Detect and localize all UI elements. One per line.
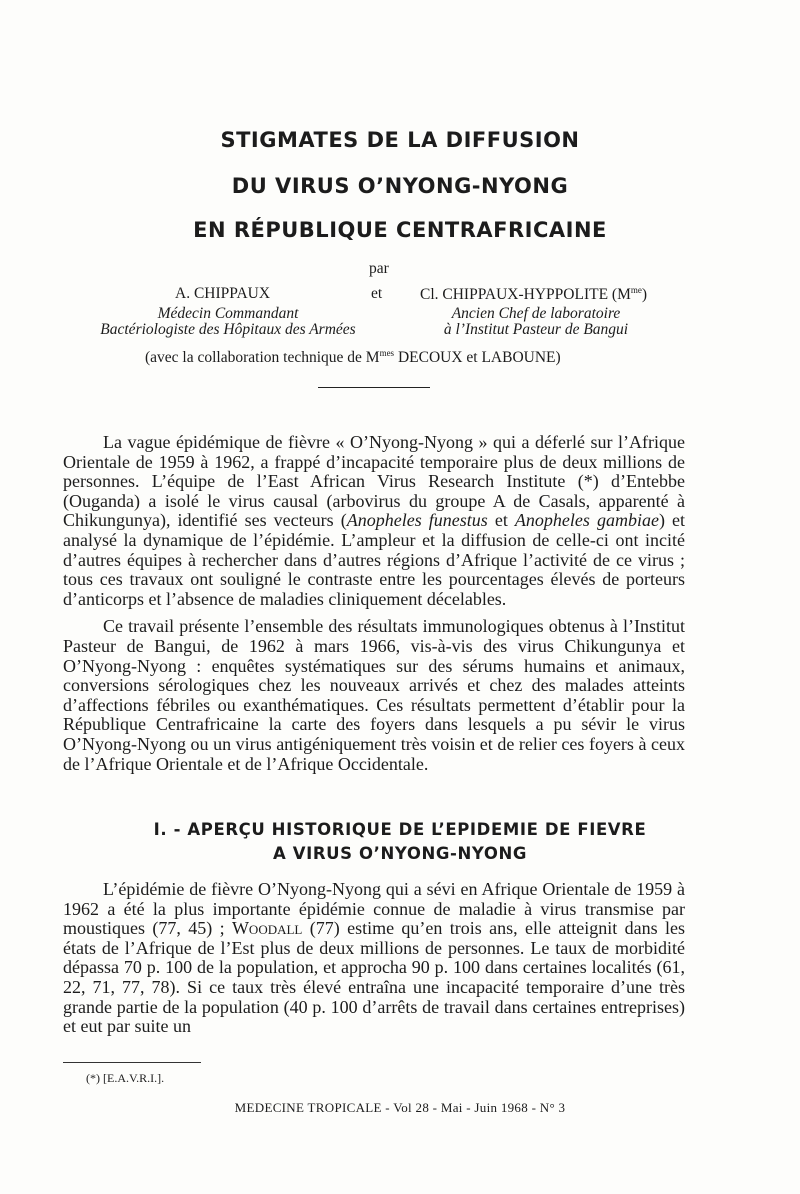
page-footer: MEDECINE TROPICALE - Vol 28 - Mai - Juin 1968 - N° 3 — [234, 1100, 566, 1115]
author-2-title-2: à l’Institut Pasteur de Bangui — [443, 321, 629, 338]
intro-text — [63, 433, 685, 774]
author-1-title-1: Médecin Commandant — [157, 305, 299, 322]
footnote: (*) [E.A.V.R.I.]. — [86, 1071, 165, 1085]
intro-paragraph-2: Ce travail présente l’ensemble des résultats immunologiques obtenus à l’Institut Pasteur de Bangui, de 1962 à mars 1966, vis-à-vis des virus Chikungunya et O’Nyong-Nyong : enquêtes systématiques sur des sérums humains et animaux, conversions sérologiques chez les nouveaux arrivés et chez des malades atteints d’affections fébriles ou exanthématiques. Ces résultats permettent d’établir pour la République Centrafricaine la carte des foyers dans lesquels a pu sévir le virus O’Nyong-Nyong ou un virus antigéniquement très voisin et de relier ces foyers à ceux de l’Afrique Orientale et de l’Afrique Occidentale. — [63, 616, 685, 774]
author-1-title-2: Bactériologiste des Hôpitaux des Armées — [100, 321, 356, 338]
title-line-3: EN RÉPUBLIQUE CENTRAFRICAINE — [193, 218, 607, 242]
collaboration-note: (avec la collaboration technique de $M^{mes}$ DECOUX et LABOUNE) — [145, 348, 561, 367]
byline-par: par — [369, 260, 389, 277]
title-line-1: STIGMATES DE LA DIFFUSION — [220, 128, 580, 152]
author-2-name: Cl. CHIPPAUX-HYPPOLITE $(M^{me})$ — [420, 285, 648, 304]
section-1-heading-line-1: I. - APERÇU HISTORIQUE DE L’EPIDEMIE DE FIEVRE — [153, 820, 647, 839]
section-1-heading-line-2: A VIRUS O’NYONG-NYONG — [273, 844, 527, 863]
footnote-divider — [63, 1062, 201, 1063]
title-line-2: DU VIRUS O’NYONG-NYONG — [231, 174, 569, 198]
section-1-paragraph-1: L’épidémie de fièvre O’Nyong-Nyong qui a sévi en Afrique Orientale de 1959 à 1962 a été la plus importante épidémie connue de maladie à virus transmise par moustiques (77, 45) ; Woodall (77) estime qu’en trois ans, elle atteignit dans les états de l’Afrique de l’Est plus de deux millions de personnes. Le taux de morbidité dépassa 70 p. 100 de la population, et approcha 90 p. 100 dans certaines localités (61, 22, 71, 77, 78). Si ce taux très élevé entraîna une incapacité temporaire d’une très grande partie de la population (40 p. 100 d’arrêts de travail dans certaines entreprises) et eut par suite un — [63, 879, 686, 1037]
author-2-title-1: Ancien Chef de laboratoire — [451, 305, 621, 322]
byline-et: et — [371, 285, 383, 302]
title-divider — [318, 387, 430, 388]
author-1-name: A. CHIPPAUX — [175, 285, 271, 302]
section-1-text — [63, 880, 685, 1037]
intro-paragraph-1: La vague épidémique de fièvre « O’Nyong-Nyong » qui a déferlé sur l’Afrique Orientale de 1959 à 1962, a frappé d’incapacité temporaire plus de deux millions de personnes. L’équipe de l’East African Virus Research Institute (*) d’Entebbe (Ouganda) a isolé le virus causal (arbovirus du groupe A de Casals, apparenté à Chikungunya), identifié ses vecteurs (Anopheles funestus et Anopheles gambiae) et analysé la dynamique de l’épidémie. L’ampleur et la diffusion de celle-ci ont incité d’autres équipes à rechercher dans d’autres régions d’Afrique l’activité de ce virus ; tous ces travaux ont souligné le contraste entre les pourcentages élevés de porteurs d’anticorps et l’absence de maladies cliniquement décelables. — [63, 432, 686, 609]
